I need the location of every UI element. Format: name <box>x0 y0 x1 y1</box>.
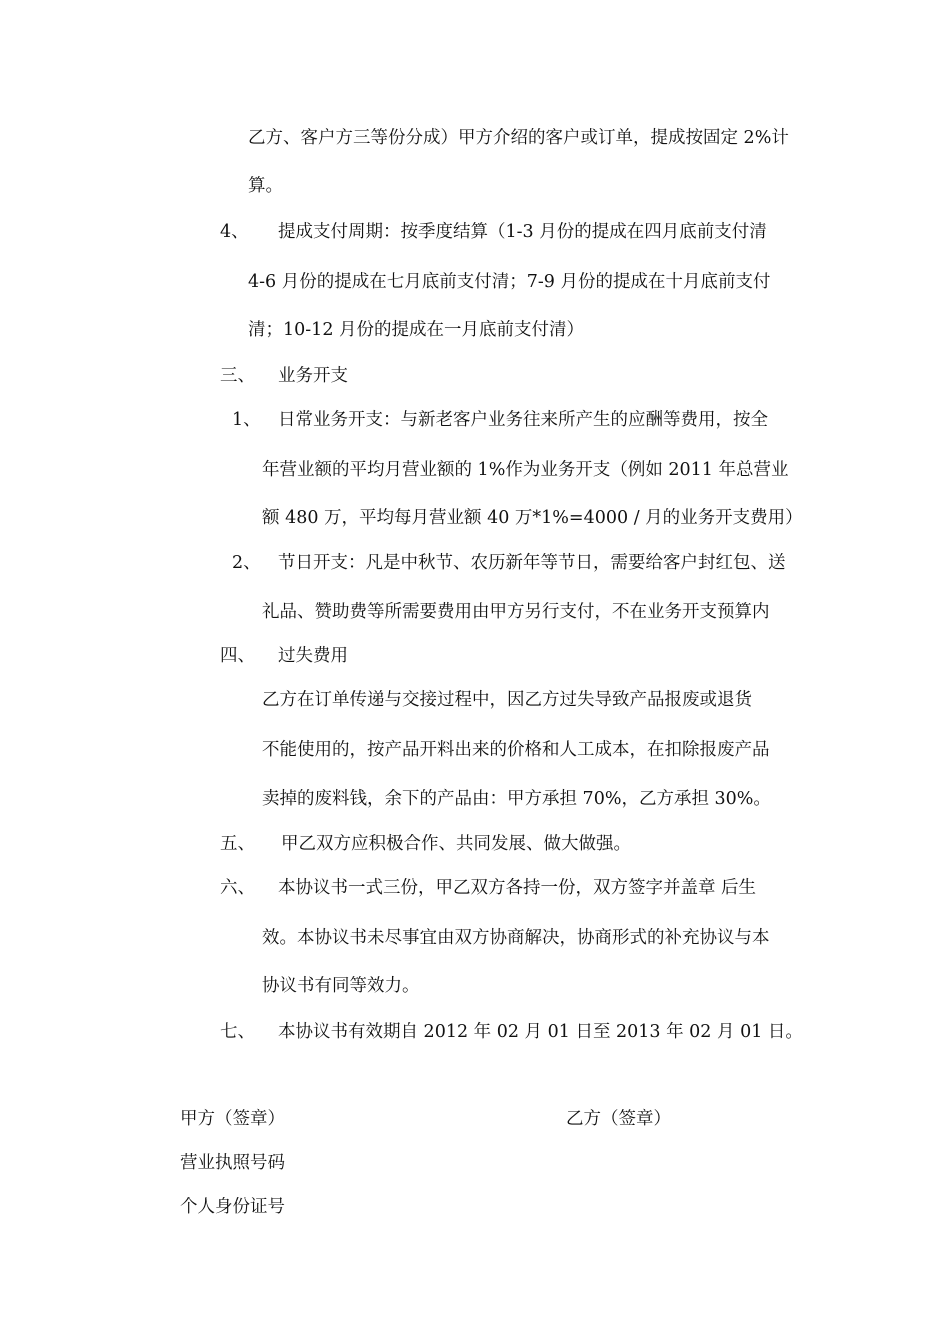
section-number: 四、 <box>220 646 255 666</box>
party-a-signature-label: 甲方（签章） <box>180 1109 285 1129</box>
paragraph-line: 不能使用的，按产品开料出来的价格和人工成本，在扣除报废产品 <box>262 740 770 760</box>
id-number-label: 个人身份证号 <box>180 1197 285 1217</box>
paragraph-line: 本协议书一式三份，甲乙双方各持一份，双方签字并盖章 后生 <box>278 878 757 898</box>
paragraph-line: 额 480 万，平均每月营业额 40 万*1%=4000 / 月的业务开支费用） <box>262 508 803 528</box>
paragraph-line: 4-6 月份的提成在七月底前支付清；7-9 月份的提成在十月底前支付 <box>248 272 771 292</box>
section-number: 六、 <box>220 878 255 898</box>
paragraph-line: 乙方、客户方三等份分成）甲方介绍的客户或订单，提成按固定 2%计 <box>248 128 789 148</box>
item-number: 4、 <box>220 222 249 242</box>
paragraph-line: 本协议书有效期自 2012 年 02 月 01 日至 2013 年 02 月 01 日。 <box>278 1022 803 1042</box>
section-number: 三、 <box>220 366 255 386</box>
item-number: 2、 <box>232 553 261 573</box>
section-number: 七、 <box>220 1022 255 1042</box>
paragraph-line: 日常业务开支：与新老客户业务往来所产生的应酬等费用，按全 <box>278 410 768 430</box>
party-b-signature-label: 乙方（签章） <box>566 1109 671 1129</box>
item-number: 1、 <box>232 410 261 430</box>
paragraph-line: 卖掉的废料钱，余下的产品由：甲方承担 70%，乙方承担 30%。 <box>262 789 771 809</box>
paragraph-line: 甲乙双方应积极合作、共同发展、做大做强。 <box>281 834 631 854</box>
paragraph-line: 礼品、赞助费等所需要费用由甲方另行支付，不在业务开支预算内 <box>262 602 770 622</box>
paragraph-line: 节日开支：凡是中秋节、农历新年等节日，需要给客户封红包、送 <box>278 553 786 573</box>
section-number: 五、 <box>220 834 255 854</box>
paragraph-line: 算。 <box>248 176 283 196</box>
section-heading: 业务开支 <box>278 366 348 386</box>
section-heading: 过失费用 <box>278 646 348 666</box>
paragraph-line: 协议书有同等效力。 <box>262 976 420 996</box>
paragraph-line: 提成支付周期：按季度结算（1-3 月份的提成在四月底前支付清 <box>278 222 767 242</box>
paragraph-line: 清；10-12 月份的提成在一月底前支付清） <box>248 320 585 340</box>
business-license-label: 营业执照号码 <box>180 1153 285 1173</box>
paragraph-line: 年营业额的平均月营业额的 1%作为业务开支（例如 2011 年总营业 <box>262 460 789 480</box>
paragraph-line: 效。本协议书未尽事宜由双方协商解决，协商形式的补充协议与本 <box>262 928 770 948</box>
paragraph-line: 乙方在订单传递与交接过程中，因乙方过失导致产品报废或退货 <box>262 690 752 710</box>
